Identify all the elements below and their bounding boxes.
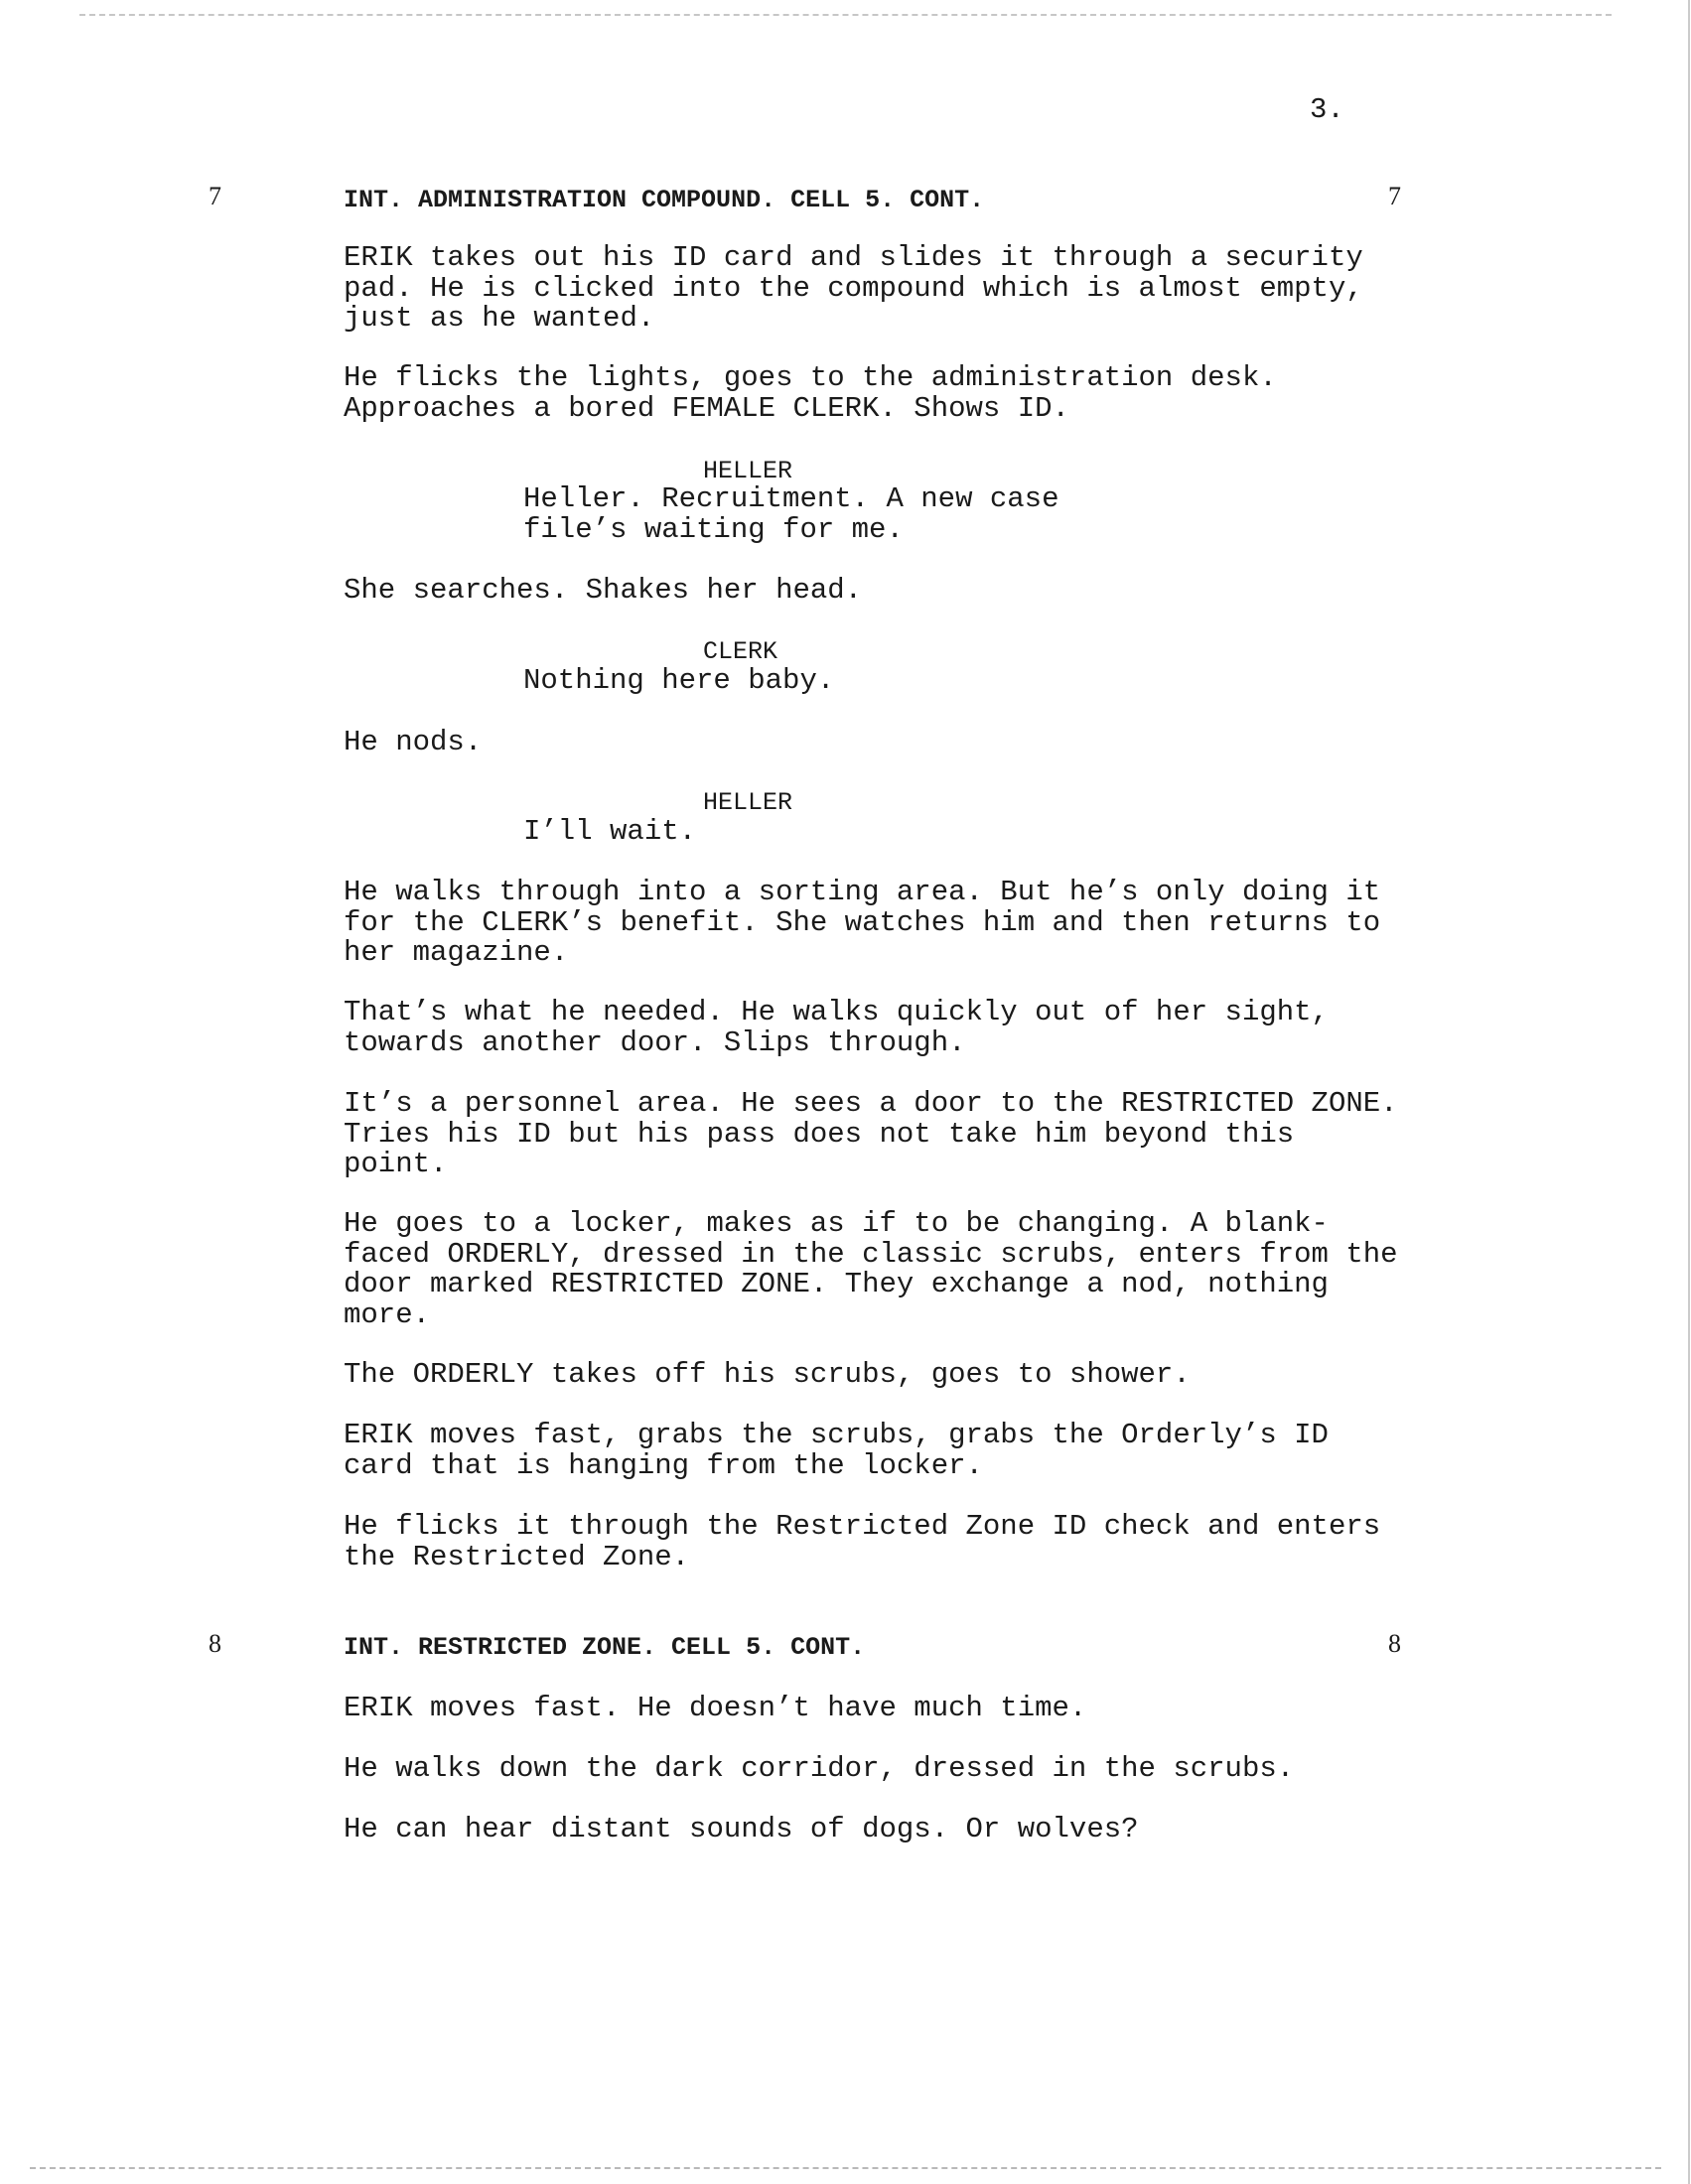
character-name: HELLER — [703, 788, 793, 817]
action-paragraph: The ORDERLY takes off his scrubs, goes to shower. — [344, 1358, 1191, 1391]
action-paragraph: He walks through into a sorting area. But he’s only doing it for the CLERK’s benefit. She watches him and then returns to her magazine. — [344, 876, 1381, 969]
character-name: HELLER — [703, 457, 793, 485]
action-paragraph: He walks down the dark corridor, dressed in the scrubs. — [344, 1752, 1295, 1785]
action-paragraph: ERIK moves fast, grabs the scrubs, grabs the Orderly’s ID card that is hanging from the locker. — [344, 1419, 1329, 1482]
action-paragraph: He flicks the lights, goes to the administration desk. Approaches a bored FEMALE CLERK. Shows ID. — [344, 361, 1277, 425]
dialogue-text: I’ll wait. — [523, 815, 697, 848]
scene-number-left: 7 — [209, 182, 221, 210]
action-paragraph: He nods. — [344, 726, 483, 758]
page-number: 3. — [1310, 93, 1344, 126]
scan-edge-right — [1688, 0, 1690, 2184]
action-paragraph: He flicks it through the Restricted Zone ID check and enters the Restricted Zone. — [344, 1510, 1381, 1573]
dialogue-text: Heller. Recruitment. A new case file’s waiting for me. — [523, 482, 1059, 546]
scan-edge-bottom — [30, 2167, 1661, 2169]
action-paragraph: ERIK takes out his ID card and slides it through a security pad. He is clicked into the compound which is almost empty, just as he wanted. — [344, 241, 1363, 335]
scene-heading: INT. ADMINISTRATION COMPOUND. CELL 5. CONT. — [344, 186, 985, 214]
character-name: CLERK — [703, 637, 778, 666]
dialogue-text: Nothing here baby. — [523, 664, 835, 697]
action-paragraph: It’s a personnel area. He sees a door to the RESTRICTED ZONE. Tries his ID but his pass does not take him beyond this point. — [344, 1087, 1398, 1180]
scene-number-left: 8 — [209, 1629, 221, 1658]
scene-number-right: 8 — [1388, 1629, 1401, 1658]
action-paragraph: That’s what he needed. He walks quickly out of her sight, towards another door. Slips through. — [344, 996, 1329, 1059]
action-paragraph: He can hear distant sounds of dogs. Or wolves? — [344, 1813, 1139, 1845]
action-paragraph: He goes to a locker, makes as if to be changing. A blank- faced ORDERLY, dressed in the classic scrubs, enters from the door marked RESTRICTED ZONE. They exchange a nod, nothing more. — [344, 1207, 1398, 1331]
scan-edge-top — [79, 14, 1612, 16]
scene-heading: INT. RESTRICTED ZONE. CELL 5. CONT. — [344, 1633, 866, 1662]
action-paragraph: She searches. Shakes her head. — [344, 574, 863, 607]
scene-number-right: 7 — [1388, 182, 1401, 210]
action-paragraph: ERIK moves fast. He doesn’t have much time. — [344, 1692, 1087, 1724]
